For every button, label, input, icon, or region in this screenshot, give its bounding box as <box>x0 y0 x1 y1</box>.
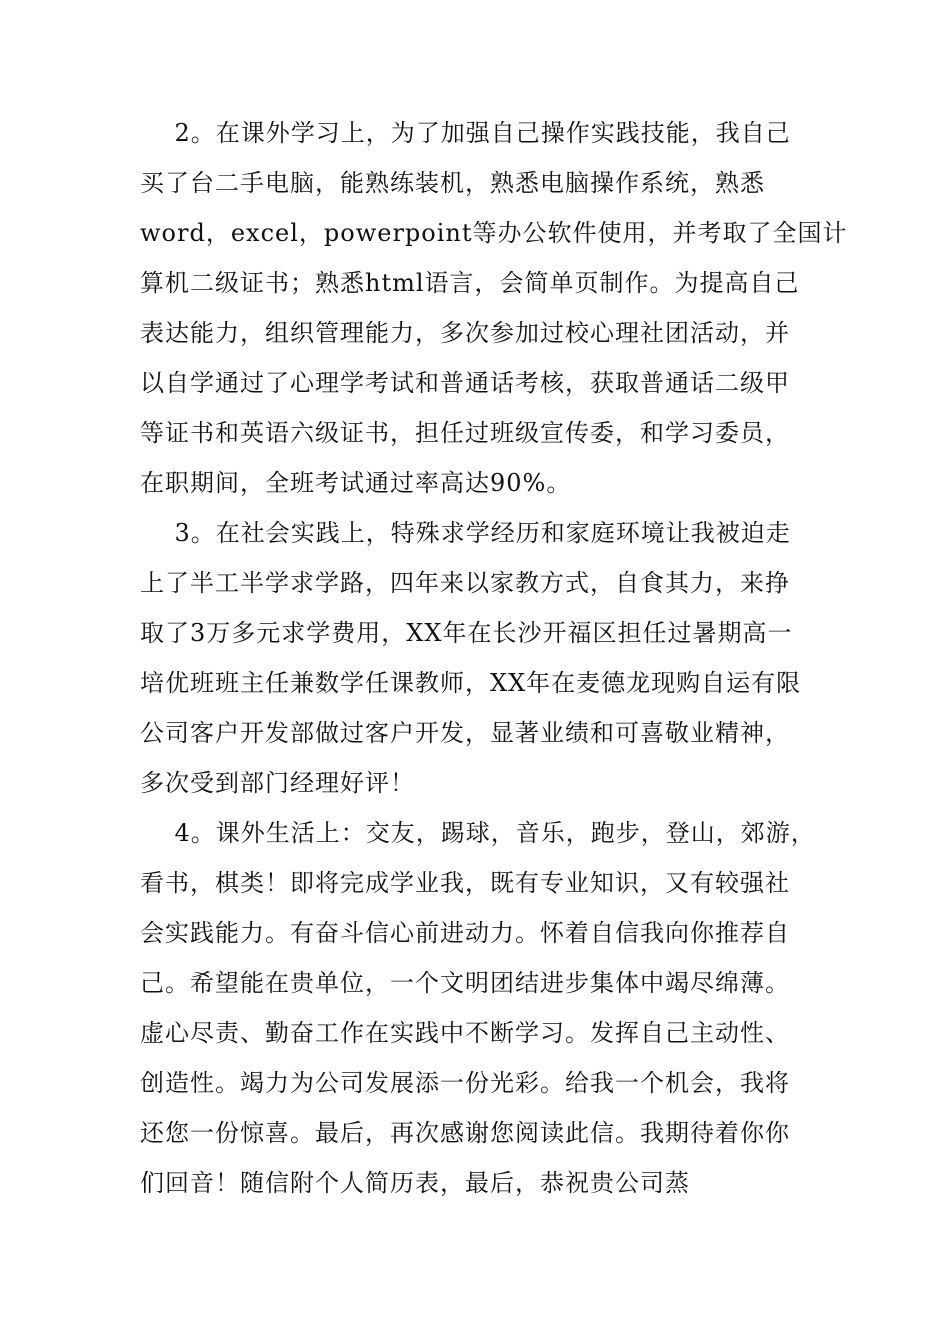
text-line: 虚心尽责、勤奋工作在实践中不断学习。发挥自己主动性、 <box>140 1019 790 1047</box>
text-line: 3。在社会实践上，特殊求学经历和家庭环境让我被迫走 <box>140 519 791 547</box>
text-line: 买了台二手电脑，能熟练装机，熟悉电脑操作系统，熟悉 <box>140 169 765 197</box>
text-line: word，excel，powerpoint等办公软件使用，并考取了全国计 <box>140 219 848 247</box>
paragraph-2 <box>140 108 848 508</box>
letter-body <box>140 108 848 1208</box>
text-line: 4。课外生活上：交友，踢球，音乐，跑步，登山，郊游， <box>140 819 816 847</box>
text-line: 己。希望能在贵单位，一个文明团结进步集体中竭尽绵薄。 <box>140 969 790 997</box>
text-line: 表达能力，组织管理能力，多次参加过校心理社团活动，并 <box>140 319 790 347</box>
text-line: 培优班班主任兼数学任课教师，XX年在麦德龙现购自运有限 <box>140 669 802 697</box>
text-line: 2。在课外学习上，为了加强自己操作实践技能，我自己 <box>140 119 791 147</box>
text-line: 取了3万多元求学费用，XX年在长沙开福区担任过暑期高一 <box>140 619 793 647</box>
text-line: 还您一份惊喜。最后，再次感谢您阅读此信。我期待着你你 <box>140 1119 790 1147</box>
text-line: 在职期间，全班考试通过率高达90%。 <box>140 469 572 497</box>
text-line: 以自学通过了心理学考试和普通话考核，获取普通话二级甲 <box>140 369 790 397</box>
text-line: 上了半工半学求学路，四年来以家教方式，自食其力，来挣 <box>140 569 790 597</box>
text-line: 算机二级证书；熟悉html语言，会简单页制作。为提高自己 <box>140 269 800 297</box>
text-line: 们回音！随信附个人简历表，最后，恭祝贵公司蒸 <box>140 1169 690 1197</box>
text-line: 等证书和英语六级证书，担任过班级宣传委，和学习委员， <box>140 419 790 447</box>
text-line: 创造性。竭力为公司发展添一份光彩。给我一个机会，我将 <box>140 1069 790 1097</box>
paragraph-4 <box>140 808 830 1208</box>
text-line: 看书，棋类！即将完成学业我，既有专业知识，又有较强社 <box>140 869 790 897</box>
text-line: 公司客户开发部做过客户开发，显著业绩和可喜敬业精神， <box>140 719 790 747</box>
text-line: 会实践能力。有奋斗信心前进动力。怀着自信我向你推荐自 <box>140 919 790 947</box>
text-line: 多次受到部门经理好评！ <box>140 769 415 797</box>
paragraph-3 <box>140 508 830 808</box>
